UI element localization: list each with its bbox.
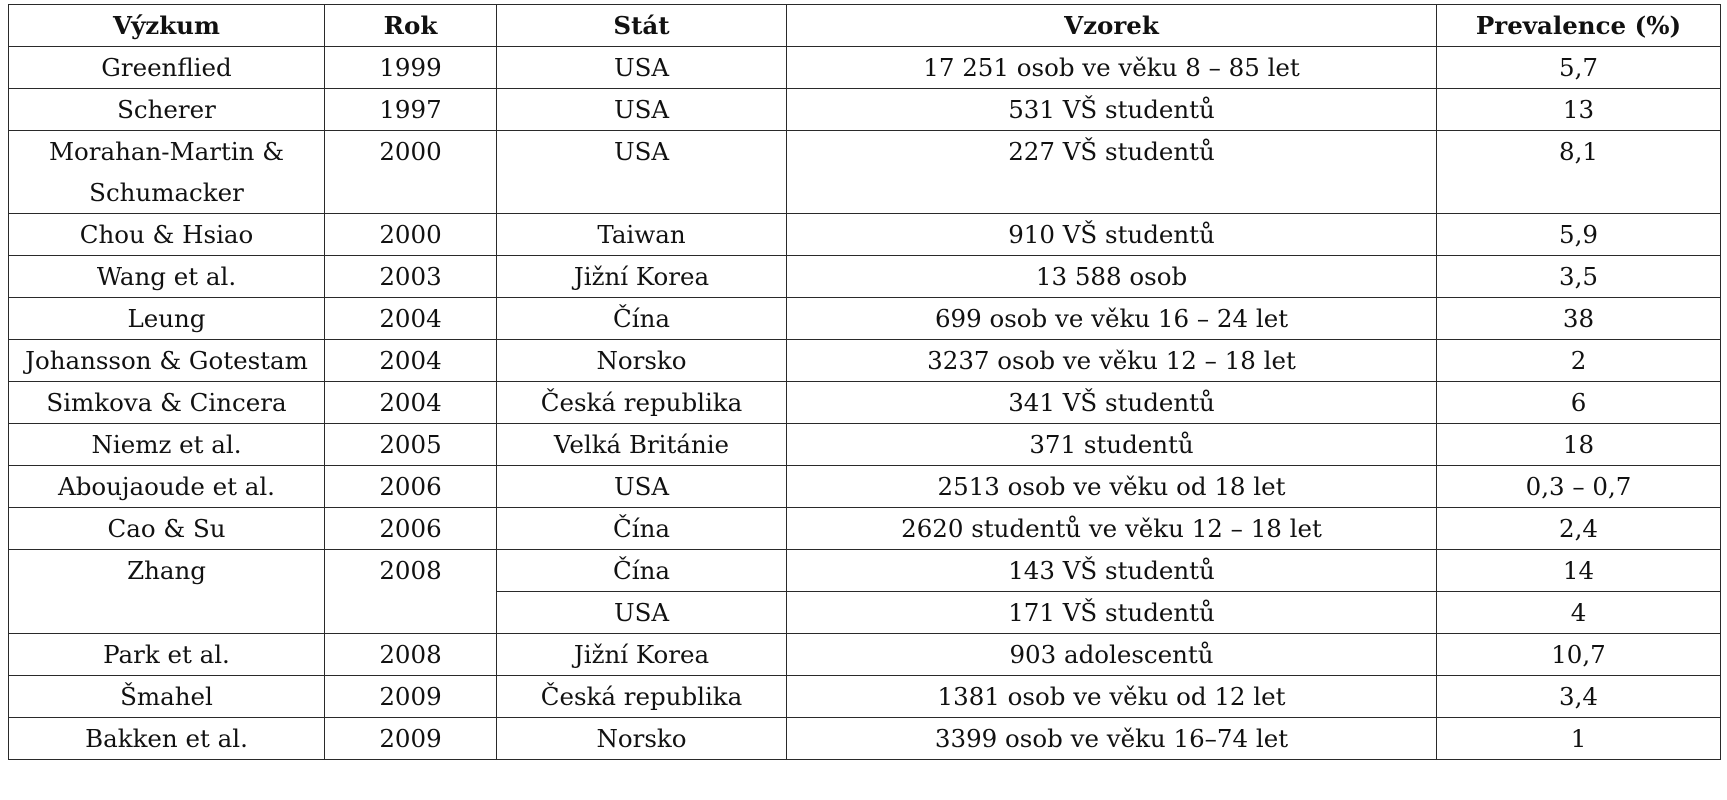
cell-vzorek: 13 588 osob xyxy=(787,256,1437,298)
cell-rok: 2004 xyxy=(325,382,497,424)
cell-stat: Česká republika xyxy=(497,382,787,424)
cell-stat: Česká republika xyxy=(497,676,787,718)
cell-vzorek: 227 VŠ studentů xyxy=(787,131,1437,214)
table-row xyxy=(9,676,1721,718)
table-row xyxy=(9,508,1721,550)
header-row xyxy=(9,5,1721,47)
table-row xyxy=(9,131,1721,214)
cell-vzorek: 171 VŠ studentů xyxy=(787,592,1437,634)
cell-vyzkum: Simkova & Cincera xyxy=(9,382,325,424)
cell-prevalence: 13 xyxy=(1437,89,1721,131)
cell-rok: 2004 xyxy=(325,340,497,382)
cell-vzorek: 699 osob ve věku 16 – 24 let xyxy=(787,298,1437,340)
cell-stat: USA xyxy=(497,466,787,508)
table-container xyxy=(8,4,1720,760)
cell-vzorek: 17 251 osob ve věku 8 – 85 let xyxy=(787,47,1437,89)
cell-prevalence: 18 xyxy=(1437,424,1721,466)
cell-prevalence: 3,4 xyxy=(1437,676,1721,718)
cell-stat: USA xyxy=(497,47,787,89)
cell-vyzkum: Park et al. xyxy=(9,634,325,676)
cell-rok: 2009 xyxy=(325,718,497,760)
cell-vzorek: 1381 osob ve věku od 12 let xyxy=(787,676,1437,718)
cell-vzorek: 531 VŠ studentů xyxy=(787,89,1437,131)
cell-rok: 1997 xyxy=(325,89,497,131)
cell-stat: Jižní Korea xyxy=(497,634,787,676)
cell-prevalence: 1 xyxy=(1437,718,1721,760)
table-row xyxy=(9,47,1721,89)
table-row xyxy=(9,340,1721,382)
cell-prevalence: 6 xyxy=(1437,382,1721,424)
header-stat: Stát xyxy=(497,5,787,47)
cell-rok: 2006 xyxy=(325,466,497,508)
cell-vyzkum: Aboujaoude et al. xyxy=(9,466,325,508)
cell-stat: Čína xyxy=(497,550,787,592)
table-row xyxy=(9,298,1721,340)
cell-stat: Čína xyxy=(497,298,787,340)
cell-prevalence: 38 xyxy=(1437,298,1721,340)
header-vyzkum: Výzkum xyxy=(9,5,325,47)
table-row xyxy=(9,550,1721,592)
cell-vyzkum: Morahan-Martin & Schumacker xyxy=(9,131,325,214)
cell-rok: 1999 xyxy=(325,47,497,89)
cell-rok: 2000 xyxy=(325,131,497,214)
cell-stat: Čína xyxy=(497,508,787,550)
cell-vzorek: 143 VŠ studentů xyxy=(787,550,1437,592)
cell-rok: 2004 xyxy=(325,298,497,340)
cell-stat: USA xyxy=(497,89,787,131)
table-row xyxy=(9,466,1721,508)
cell-rok: 2008 xyxy=(325,634,497,676)
cell-vyzkum: Greenflied xyxy=(9,47,325,89)
cell-rok: 2009 xyxy=(325,676,497,718)
cell-prevalence: 3,5 xyxy=(1437,256,1721,298)
cell-vzorek: 2620 studentů ve věku 12 – 18 let xyxy=(787,508,1437,550)
cell-stat: Jižní Korea xyxy=(497,256,787,298)
cell-prevalence: 2,4 xyxy=(1437,508,1721,550)
cell-stat: Velká Británie xyxy=(497,424,787,466)
cell-vyzkum: Bakken et al. xyxy=(9,718,325,760)
cell-vyzkum: Cao & Su xyxy=(9,508,325,550)
cell-vzorek: 3237 osob ve věku 12 – 18 let xyxy=(787,340,1437,382)
cell-vyzkum: Scherer xyxy=(9,89,325,131)
table-row xyxy=(9,214,1721,256)
cell-vzorek: 903 adolescentů xyxy=(787,634,1437,676)
cell-vyzkum: Zhang xyxy=(9,550,325,634)
table-row xyxy=(9,382,1721,424)
cell-vyzkum: Leung xyxy=(9,298,325,340)
header-prevalence: Prevalence (%) xyxy=(1437,5,1721,47)
table-row xyxy=(9,89,1721,131)
table-row xyxy=(9,634,1721,676)
cell-vzorek: 2513 osob ve věku od 18 let xyxy=(787,466,1437,508)
cell-prevalence: 8,1 xyxy=(1437,131,1721,214)
cell-stat: USA xyxy=(497,592,787,634)
header-vzorek: Vzorek xyxy=(787,5,1437,47)
table-row xyxy=(9,424,1721,466)
header-rok: Rok xyxy=(325,5,497,47)
cell-rok: 2008 xyxy=(325,550,497,634)
cell-vyzkum: Niemz et al. xyxy=(9,424,325,466)
cell-prevalence: 0,3 – 0,7 xyxy=(1437,466,1721,508)
cell-stat: Taiwan xyxy=(497,214,787,256)
cell-stat: Norsko xyxy=(497,340,787,382)
cell-rok: 2006 xyxy=(325,508,497,550)
cell-prevalence: 4 xyxy=(1437,592,1721,634)
cell-prevalence: 10,7 xyxy=(1437,634,1721,676)
cell-prevalence: 2 xyxy=(1437,340,1721,382)
cell-vzorek: 910 VŠ studentů xyxy=(787,214,1437,256)
prevalence-table xyxy=(8,4,1721,760)
cell-vzorek: 3399 osob ve věku 16–74 let xyxy=(787,718,1437,760)
cell-stat: Norsko xyxy=(497,718,787,760)
cell-vyzkum: Šmahel xyxy=(9,676,325,718)
table-row xyxy=(9,718,1721,760)
cell-prevalence: 5,9 xyxy=(1437,214,1721,256)
cell-vyzkum: Wang et al. xyxy=(9,256,325,298)
cell-rok: 2005 xyxy=(325,424,497,466)
cell-vzorek: 371 studentů xyxy=(787,424,1437,466)
cell-vyzkum: Johansson & Gotestam xyxy=(9,340,325,382)
cell-vyzkum: Chou & Hsiao xyxy=(9,214,325,256)
cell-prevalence: 14 xyxy=(1437,550,1721,592)
table-row xyxy=(9,256,1721,298)
cell-rok: 2000 xyxy=(325,214,497,256)
cell-prevalence: 5,7 xyxy=(1437,47,1721,89)
cell-rok: 2003 xyxy=(325,256,497,298)
cell-stat: USA xyxy=(497,131,787,214)
cell-vzorek: 341 VŠ studentů xyxy=(787,382,1437,424)
